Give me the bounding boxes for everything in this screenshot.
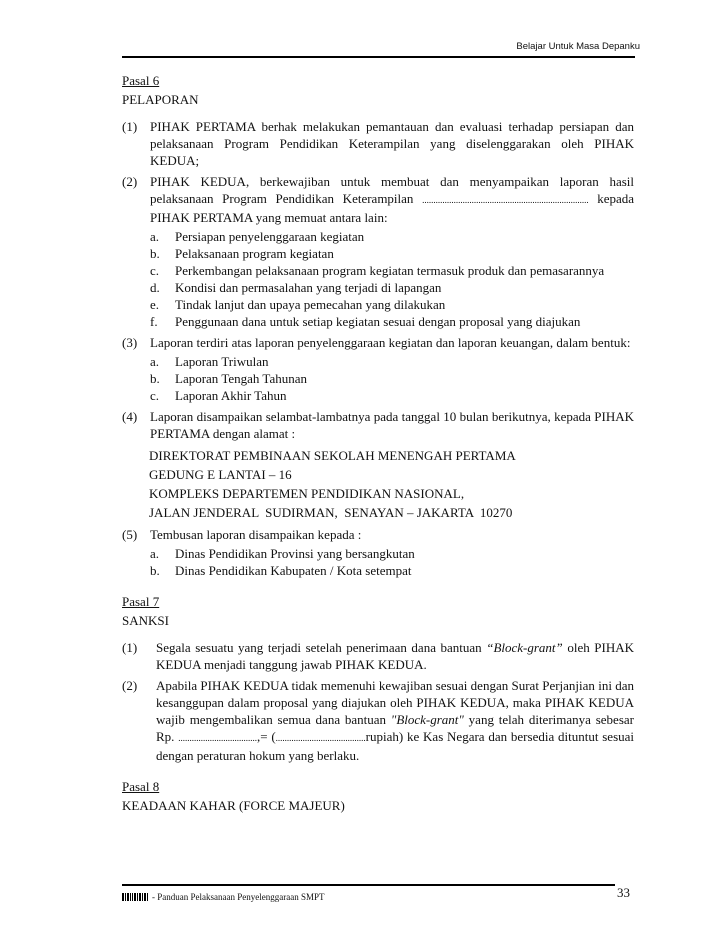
pasal-7-item-1: [122, 639, 634, 673]
list-item: [150, 387, 634, 404]
list-item: [150, 228, 634, 245]
running-header: Belajar Untuk Masa Depanku: [516, 41, 640, 52]
item-text: [156, 677, 634, 764]
list-letter: a.: [150, 229, 160, 244]
list-text: Pelaksanaan program kegiatan: [175, 246, 334, 261]
item-text: Laporan disampaikan selambat-lambatnya pada tanggal 10 bulan berikutnya, kepada PIHAK PERTAMA dengan alamat :: [150, 409, 634, 441]
address-line: GEDUNG E LANTAI – 16: [149, 467, 292, 482]
pasal-7-section: [122, 593, 634, 764]
pasal-6-item-4: [122, 408, 634, 442]
pasal-6-title: Pasal 6: [122, 73, 160, 88]
block-grant-term: "Block-grant": [390, 712, 464, 727]
list-item: [150, 245, 634, 262]
list-item: [150, 296, 634, 313]
item-number: (3): [122, 335, 138, 350]
document-body: [122, 72, 634, 824]
address-line: DIREKTORAT PEMBINAAN SEKOLAH MENENGAH PERTAMA: [149, 448, 516, 463]
list-item: [150, 279, 634, 296]
list-letter: c.: [150, 263, 160, 278]
pasal-8-heading: KEADAAN KAHAR (FORCE MAJEUR): [122, 798, 345, 813]
pasal-7-heading: SANKSI: [122, 613, 169, 628]
item-text-part: yang telah diterimanya sebesar Rp.: [156, 712, 634, 744]
pasal-6-item-2: [122, 173, 634, 226]
list-letter: b.: [150, 246, 160, 261]
item-number: (1): [122, 119, 138, 134]
item-number: (2): [122, 174, 138, 189]
list-item: [150, 562, 634, 579]
address-line: KOMPLEKS DEPARTEMEN PENDIDIKAN NASIONAL,: [149, 486, 465, 501]
pasal-6-item-3: [122, 334, 634, 351]
footer: [122, 892, 324, 902]
list-letter: d.: [150, 280, 160, 295]
list-item: [150, 353, 634, 370]
pasal-8-section: [122, 778, 634, 814]
pasal-6-item-2-sublist: [122, 228, 634, 330]
list-letter: b.: [150, 371, 160, 386]
pasal-6-item-1: [122, 118, 634, 169]
list-item: [150, 545, 634, 562]
item-number: (4): [122, 409, 138, 424]
item-text-part: Apabila PIHAK KEDUA tidak memenuhi kewajiban sesuai dengan Surat Perjanjian ini dan kesanggupan dalam proposal yang diajukan oleh PIHAK KEDUA, maka PIHAK KEDUA wajib mengembalikan semua dana bantuan: [156, 678, 634, 727]
item-text-part: ,= (: [256, 729, 276, 744]
list-text: Dinas Pendidikan Kabupaten / Kota setempat: [175, 563, 412, 578]
list-text: Kondisi dan permasalahan yang terjadi di lapangan: [175, 280, 442, 295]
list-item: [150, 313, 634, 330]
item-text: [150, 173, 634, 226]
list-text: Perkembangan pelaksanaan program kegiatan termasuk produk dan pemasarannya: [175, 263, 605, 278]
barcode-icon: [122, 893, 148, 901]
item-number: (1): [122, 640, 138, 655]
list-letter: f.: [150, 314, 158, 329]
blank-line: ..........................................................................: [422, 195, 589, 205]
item-text: PIHAK PERTAMA berhak melakukan pemantauan dan evaluasi terhadap persiapan dan pelaksanaan Program Pendidikan Keterampilan yang diselenggarakan oleh PIHAK KEDUA;: [150, 119, 634, 168]
page-number: 33: [617, 885, 630, 900]
item-text: Laporan terdiri atas laporan penyelenggaraan kegiatan dan laporan keuangan, dalam bentuk:: [150, 335, 631, 350]
pasal-6-item-5-sublist: [122, 545, 634, 579]
list-letter: a.: [150, 546, 160, 561]
list-letter: e.: [150, 297, 160, 312]
list-text: Penggunaan dana untuk setiap kegiatan sesuai dengan proposal yang diajukan: [175, 314, 581, 329]
item-text: [156, 639, 634, 673]
pasal-6-item-3-sublist: [122, 353, 634, 404]
list-letter: a.: [150, 354, 160, 369]
item-text-part: kepada PIHAK PERTAMA yang memuat antara lain:: [150, 191, 635, 225]
list-text: Persiapan penyelenggaraan kegiatan: [175, 229, 365, 244]
item-text-part: PIHAK KEDUA, berkewajiban untuk membuat dan menyampaikan laporan hasil pelaksanaan Program Pendidikan Keterampilan: [150, 174, 634, 206]
item-text-part: rupiah) ke Kas Negara dan bersedia dituntut sesuai dengan peraturan hokum yang berlaku.: [156, 729, 635, 763]
list-letter: b.: [150, 563, 160, 578]
address-line: JALAN JENDERAL SUDIRMAN, SENAYAN – JAKARTA 10270: [149, 505, 513, 520]
pasal-8-title: Pasal 8: [122, 779, 160, 794]
blank-line: ...................................: [178, 733, 257, 743]
list-item: [150, 262, 634, 279]
list-text: Dinas Pendidikan Provinsi yang bersangkutan: [175, 546, 415, 561]
item-text-part: oleh PIHAK KEDUA menjadi tanggung jawab PIHAK KEDUA.: [156, 640, 634, 672]
header-rule: [122, 56, 635, 58]
item-text: Tembusan laporan disampaikan kepada :: [150, 527, 362, 542]
pasal-7-item-2: [122, 677, 634, 764]
footer-rule: [122, 884, 615, 886]
pasal-7-title: Pasal 7: [122, 594, 160, 609]
list-text: Laporan Triwulan: [175, 354, 269, 369]
footer-text: - Panduan Pelaksanaan Penyelenggaraan SMPT: [152, 892, 325, 902]
item-number: (2): [122, 678, 138, 693]
list-text: Laporan Akhir Tahun: [175, 388, 287, 403]
block-grant-term: “Block-grant”: [486, 640, 563, 655]
item-text-part: Segala sesuatu yang terjadi setelah penerimaan dana bantuan: [156, 640, 487, 655]
pasal-6-item-5: [122, 526, 634, 543]
blank-line: ........................................: [275, 733, 366, 743]
item-number: (5): [122, 527, 138, 542]
pasal-6-heading: PELAPORAN: [122, 92, 199, 107]
list-letter: c.: [150, 388, 160, 403]
list-item: [150, 370, 634, 387]
list-text: Tindak lanjut dan upaya pemecahan yang dilakukan: [175, 297, 446, 312]
address-block: [149, 446, 634, 522]
list-text: Laporan Tengah Tahunan: [175, 371, 307, 386]
